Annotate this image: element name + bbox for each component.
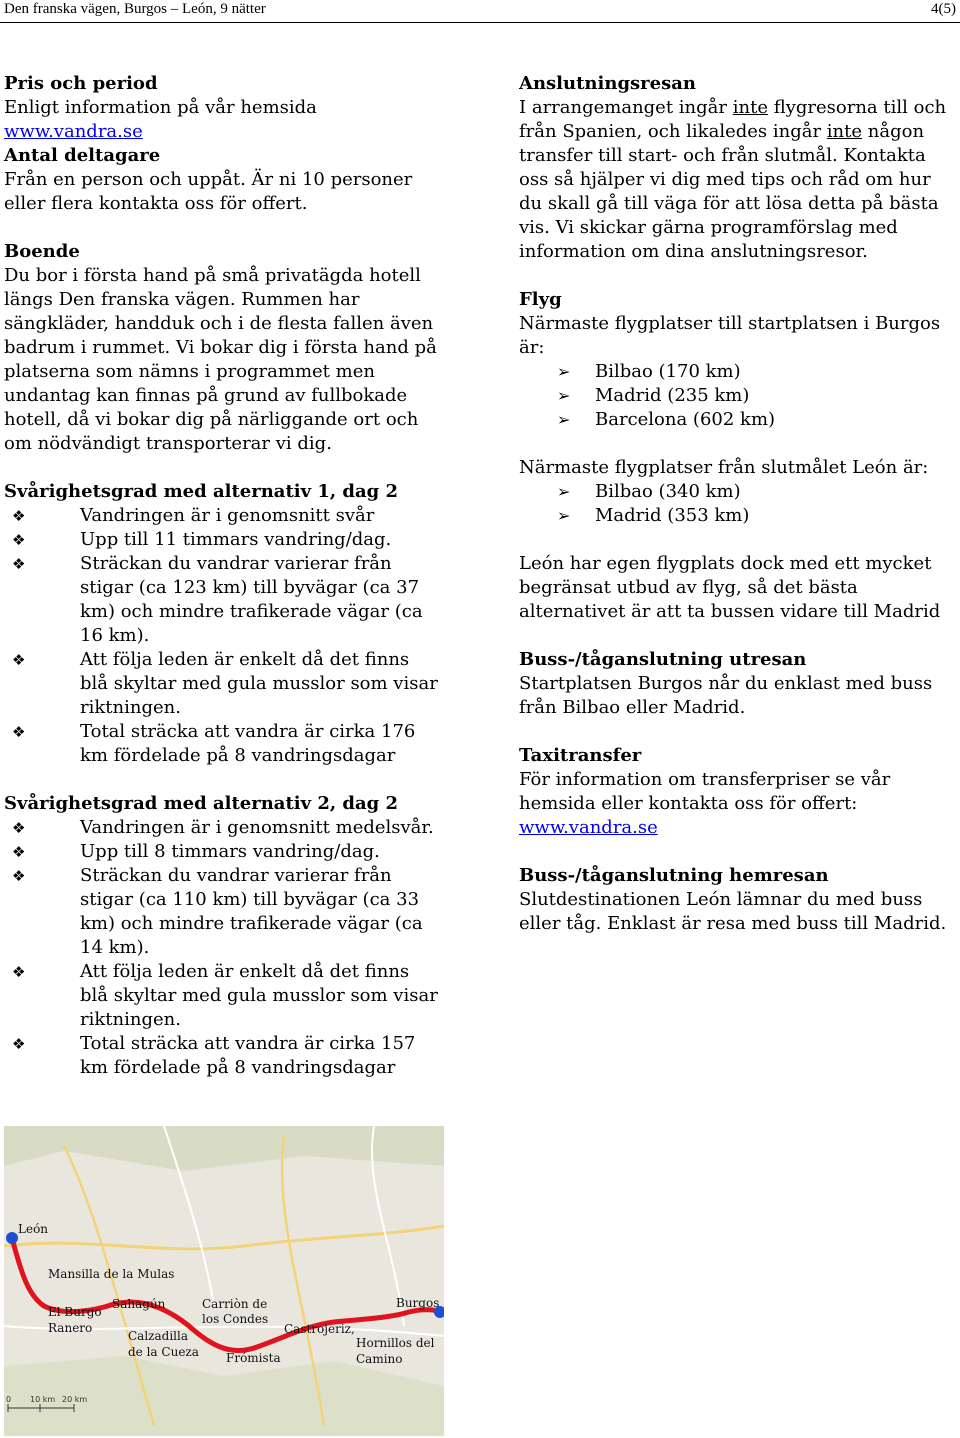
connection-line: du skall gå till väga för att lösa detta på bästa: [519, 193, 939, 214]
bullet-icon: ❖: [12, 1035, 26, 1053]
difficulty-item: [4, 504, 474, 528]
difficulty-item-text: Vandringen är i genomsnitt svår: [80, 505, 375, 526]
leon-note-line: begränsat utbud av flyg, så det bästa: [519, 577, 858, 598]
svg-text:0: 0: [6, 1395, 12, 1404]
map-label-castrojeriz: Castrojeriz,: [284, 1322, 355, 1336]
airport-item: [519, 480, 957, 504]
difficulty-item: [4, 720, 474, 768]
map-label-mansilla: Mansilla de la Mulas: [48, 1267, 175, 1281]
connection-heading: Anslutningsresan: [519, 73, 696, 94]
participants-heading: Antal deltagare: [4, 145, 161, 166]
connection-line-2: från Spanien, och likaledes ingår inte någon: [519, 121, 925, 142]
difficulty-item-text: blå skyltar med gula musslor som visar: [80, 985, 438, 1006]
bullet-icon: ❖: [12, 531, 26, 549]
page-number: 4(5): [931, 1, 956, 17]
page-header: [0, 0, 960, 23]
difficulty-item-text: Total sträcka att vandra är cirka 157: [80, 1033, 416, 1054]
end-airports-intro: Närmaste flygplatser från slutmålet León är:: [519, 457, 929, 478]
difficulty-item: [4, 864, 474, 960]
lodging-line: Du bor i första hand på små privatägda hotell: [4, 265, 421, 286]
flights-heading: Flyg: [519, 289, 562, 310]
lodging-heading: Boende: [4, 241, 80, 262]
map-label-cueza: de la Cueza: [128, 1345, 199, 1359]
difficulty-item: [4, 960, 474, 1032]
outbound-line: Startplatsen Burgos når du enklast med buss: [519, 673, 933, 694]
bullet-icon: ❖: [12, 723, 26, 741]
bullet-icon: ❖: [12, 963, 26, 981]
participants-line-2: eller flera kontakta oss för offert.: [4, 193, 308, 214]
map-label-leon: León: [18, 1222, 49, 1236]
lodging-line: om nödvändigt transporterar vi dig.: [4, 433, 332, 454]
lodging-line: längs Den franska vägen. Rummen har: [4, 289, 360, 310]
outbound-heading: Buss-/tåganslutning utresan: [519, 649, 807, 670]
participants-line-1: Från en person och uppåt. Är ni 10 personer: [4, 169, 413, 190]
leon-airport-note: [519, 552, 957, 624]
difficulty-item-text: Upp till 11 timmars vandring/dag.: [80, 529, 392, 550]
price-link[interactable]: www.vandra.se: [4, 121, 143, 142]
airport-item: [519, 504, 957, 528]
leon-marker: [6, 1232, 18, 1244]
lodging-line: hotell, då vi bokar dig på närliggande ort och: [4, 409, 419, 430]
map-label-camino: Camino: [356, 1352, 403, 1366]
difficulty-item-text: Sträckan du vandrar varierar från: [80, 865, 392, 886]
end-airports-list: [519, 480, 957, 528]
lodging-line: undantag kan finnas på grund av fullbokade: [4, 385, 408, 406]
map-label-condes: los Condes: [202, 1312, 269, 1326]
difficulty-item-text: stigar (ca 110 km) till byvägar (ca 33: [80, 889, 420, 910]
difficulty-item: [4, 1032, 474, 1080]
document-title: Den franska vägen, Burgos – León, 9 nätter: [4, 1, 266, 17]
difficulty-2-heading: Svårighetsgrad med alternativ 2, dag 2: [4, 793, 399, 814]
difficulty-item-text: 14 km).: [80, 937, 150, 958]
taxi-link[interactable]: www.vandra.se: [519, 817, 658, 838]
airport-item-text: Barcelona (602 km): [595, 409, 776, 430]
map-label-carrion: Carriòn de: [202, 1297, 268, 1311]
difficulty-1-list: [4, 504, 474, 768]
map-label-fromista: Frómista: [226, 1351, 281, 1365]
start-airports-list: [519, 360, 957, 432]
bullet-icon: ➢: [557, 506, 571, 525]
leon-note-line: León har egen flygplats dock med ett mycket: [519, 553, 932, 574]
connection-line: transfer till start- och från slutmål. Kontakta: [519, 145, 926, 166]
bullet-icon: ❖: [12, 867, 26, 885]
connection-line-1: I arrangemanget ingår inte flygresorna till och: [519, 97, 947, 118]
airport-item: [519, 408, 957, 432]
difficulty-item-text: km fördelade på 8 vandringsdagar: [80, 745, 396, 766]
difficulty-item-text: km fördelade på 8 vandringsdagar: [80, 1057, 396, 1078]
airport-item: [519, 384, 957, 408]
connection-line: vis. Vi skickar gärna programförslag med: [519, 217, 898, 238]
connection-text: [519, 144, 957, 264]
airport-item-text: Madrid (235 km): [595, 385, 750, 406]
return-text: [519, 888, 957, 936]
bullet-icon: ❖: [12, 651, 26, 669]
airport-item-text: Bilbao (170 km): [595, 361, 741, 382]
difficulty-item: [4, 528, 474, 552]
difficulty-item-text: blå skyltar med gula musslor som visar: [80, 673, 438, 694]
connection-line: information om dina anslutningsresor.: [519, 241, 868, 262]
price-heading: Pris och period: [4, 73, 158, 94]
svg-text:20 km: 20 km: [62, 1395, 88, 1404]
lodging-line: sängkläder, handduk och i de flesta fallen även: [4, 313, 434, 334]
outbound-line: från Bilbao eller Madrid.: [519, 697, 746, 718]
return-line: Slutdestinationen León lämnar du med buss: [519, 889, 923, 910]
lodging-line: badrum i rummet. Vi bokar dig i första hand på: [4, 337, 437, 358]
taxi-text: [519, 768, 957, 816]
route-map-svg: [4, 1126, 444, 1436]
difficulty-item-text: Upp till 8 timmars vandring/dag.: [80, 841, 380, 862]
difficulty-item-text: riktningen.: [80, 697, 181, 718]
left-column: [4, 72, 474, 1080]
lodging-line: platserna som nämns i programmet men: [4, 361, 375, 382]
map-label-calzadilla: Calzadilla: [128, 1329, 188, 1343]
flights-intro-2: är:: [519, 337, 545, 358]
difficulty-item: [4, 840, 474, 864]
difficulty-2-list: [4, 816, 474, 1080]
difficulty-item-text: Vandringen är i genomsnitt medelsvår.: [80, 817, 434, 838]
return-heading: Buss-/tåganslutning hemresan: [519, 865, 829, 886]
taxi-heading: Taxitransfer: [519, 745, 642, 766]
airport-item-text: Madrid (353 km): [595, 505, 750, 526]
map-label-sahagun: Sahagún: [112, 1297, 166, 1311]
right-column: [519, 72, 957, 936]
flights-intro-1: Närmaste flygplatser till startplatsen i Burgos: [519, 313, 941, 334]
difficulty-item-text: Sträckan du vandrar varierar från: [80, 553, 392, 574]
difficulty-item-text: km) och mindre trafikerade vägar (ca: [80, 913, 423, 934]
difficulty-item-text: stigar (ca 123 km) till byvägar (ca 37: [80, 577, 420, 598]
leon-note-line: alternativet är att ta bussen vidare till Madrid: [519, 601, 941, 622]
map-label-ranero: Ranero: [48, 1321, 93, 1335]
taxi-line: För information om transferpriser se vår: [519, 769, 891, 790]
lodging-text: [4, 264, 474, 456]
difficulty-item-text: Total sträcka att vandra är cirka 176: [80, 721, 416, 742]
difficulty-item-text: Att följa leden är enkelt då det finns: [80, 961, 410, 982]
bullet-icon: ❖: [12, 843, 26, 861]
difficulty-item-text: 16 km).: [80, 625, 150, 646]
bullet-icon: ➢: [557, 386, 571, 405]
airport-item-text: Bilbao (340 km): [595, 481, 741, 502]
difficulty-item: [4, 816, 474, 840]
connection-line: oss så hjälper vi dig med tips och råd om hur: [519, 169, 931, 190]
bullet-icon: ❖: [12, 555, 26, 573]
difficulty-1-heading: Svårighetsgrad med alternativ 1, dag 2: [4, 481, 399, 502]
svg-text:10 km: 10 km: [30, 1395, 56, 1404]
map-label-burgos: Burgos: [396, 1296, 440, 1310]
bullet-icon: ❖: [12, 819, 26, 837]
bullet-icon: ➢: [557, 410, 571, 429]
difficulty-item-text: km) och mindre trafikerade vägar (ca: [80, 601, 423, 622]
map-label-elburgo: El Burgo: [48, 1305, 102, 1319]
difficulty-item-text: riktningen.: [80, 1009, 181, 1030]
price-text: Enligt information på vår hemsida: [4, 97, 317, 118]
outbound-text: [519, 672, 957, 720]
return-line: eller tåg. Enklast är resa med buss till Madrid.: [519, 913, 947, 934]
route-map: [4, 1126, 444, 1436]
difficulty-item: [4, 648, 474, 720]
bullet-icon: ➢: [557, 482, 571, 501]
bullet-icon: ❖: [12, 507, 26, 525]
map-label-hornillos: Hornillos del: [356, 1336, 435, 1350]
bullet-icon: ➢: [557, 362, 571, 381]
difficulty-item-text: Att följa leden är enkelt då det finns: [80, 649, 410, 670]
difficulty-item: [4, 552, 474, 648]
airport-item: [519, 360, 957, 384]
taxi-line: hemsida eller kontakta oss för offert:: [519, 793, 858, 814]
